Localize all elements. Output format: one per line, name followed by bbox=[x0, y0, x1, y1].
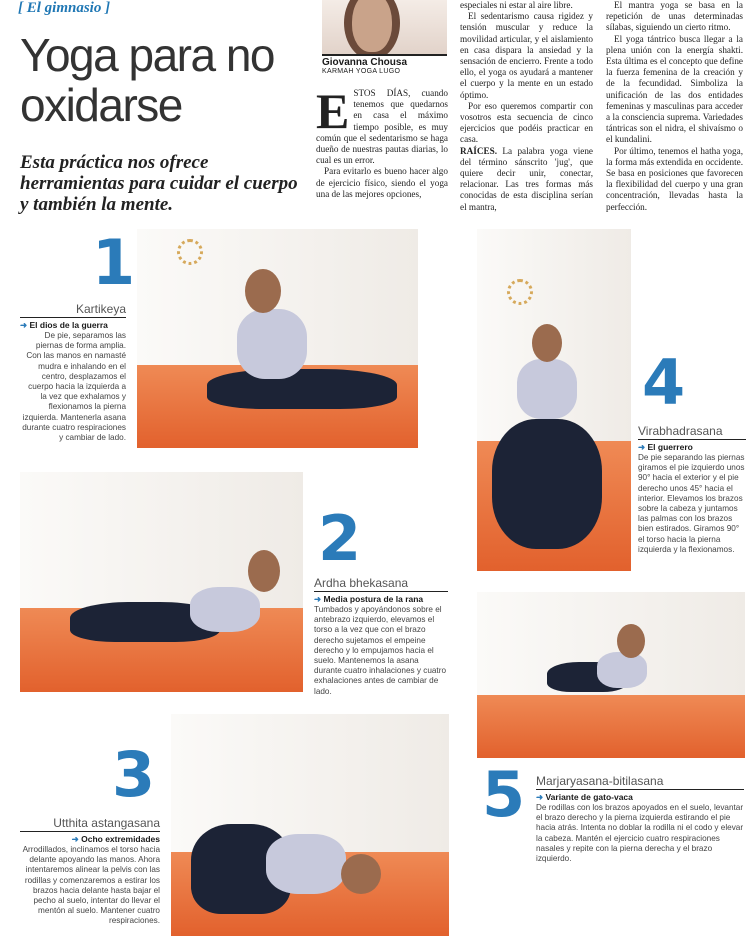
pose-4-text: De pie separando las piernas giramos el pie izquierdo unos 90° hacia el exterior y el pie derecho unos 45° hacia el interior. Elevamos los brazos sobre la cabeza y juntamos las palmas con los brazos bien estirados. Giramos 90° el torso hacia la pierna izquierda y la flexionamos. bbox=[638, 453, 745, 554]
pose-1-subtitle: ➜ El dios de la guerra bbox=[20, 320, 108, 330]
col2-paragraph-3: Por eso queremos compartir con vosotros esta secuencia de cinco ejercicios que podéis practicar en casa. bbox=[460, 100, 593, 145]
subheadline: Esta práctica nos ofrece herramientas para cuidar el cuerpo y también la mente. bbox=[20, 152, 298, 215]
headline: Yoga para no oxidarse bbox=[20, 29, 275, 131]
pose-4-number: 4 bbox=[642, 346, 686, 419]
pose-2-subtitle: ➜ Media postura de la rana bbox=[314, 594, 424, 604]
author-name: Giovanna Chousa bbox=[322, 54, 447, 68]
pose-5-text: De rodillas con los brazos apoyados en el suelo, levantar el brazo derecho y la pierna izquierda estirando el pie hacia atrás. Intenta no doblar la rodilla ni el codo y elevar la cabeza. Mantén el ejercicio cuatro respiraciones nasales y repite con la pierna derecha y el brazo izquierdo. bbox=[536, 803, 744, 864]
pose-5-photo bbox=[477, 592, 745, 758]
article-column-2 bbox=[460, 0, 593, 213]
pose-3-text: Arrodillados, inclinamos el torso hacia delante apoyando las manos. Ahora intentaremos alinear la pelvis con las rodillas y comenzaremos a estirar los brazos hacia delante hasta bajar el pecho al suelo, intentar do llevar el mentón al suelo. Mantener cuatro respiraciones. bbox=[22, 845, 160, 926]
article-column-1 bbox=[316, 83, 448, 200]
col2-paragraph-1: especiales ni estar al aire libre. bbox=[460, 0, 573, 10]
pose-1-number: 1 bbox=[92, 226, 136, 299]
pose-3-name: Utthita astangasana bbox=[20, 816, 160, 832]
pose-5-name: Marjaryasana-bitilasana bbox=[536, 774, 744, 790]
pose-2-name: Ardha bhekasana bbox=[314, 576, 448, 592]
pose-1-caption bbox=[20, 302, 126, 443]
pose-4-name: Virabhadrasana bbox=[638, 424, 746, 440]
pose-4-caption bbox=[638, 424, 746, 555]
pose-1-text: De pie, separamos las piernas de forma amplia. Con las manos en namasté mudra e inhalando en el centro, desplazamos el cuerpo hacia la izquierda a la vez que exhalamos y flexionamos la pierna izquierda. Mantenerla asana durante cuatro respiraciones y cambiar de lado. bbox=[22, 331, 126, 443]
col2-paragraph-4: La palabra yoga viene del término sánscrito 'jug', que quiere decir unir, conectar, relacionar. Las tres formas más conocidas de esta disciplina serían el mantra, bbox=[460, 145, 593, 212]
col3-paragraph-2: El yoga tántrico busca llegar a la plena unión con la energía shakti. Esta última es el concepto que define la fuerza femenina de la creación y de la fecundidad. Simboliza la unificación de las dos entidades femeninas y masculinas para acceder a la consciencia suprema. Variedades tántricas son el nidra, el shivaísmo o el kundalini. bbox=[606, 33, 743, 145]
col1-paragraph-2: Para evitarlo es bueno hacer algo de ejercicio físico, siendo el yoga una de las mejores opciones, bbox=[316, 166, 448, 199]
article-column-3 bbox=[606, 0, 743, 213]
pose-1-photo bbox=[137, 229, 418, 448]
pose-5-number: 5 bbox=[482, 758, 526, 831]
pose-3-photo bbox=[171, 714, 449, 936]
pose-4-photo bbox=[477, 229, 631, 571]
author-role: KARMAH YOGA LUGO bbox=[322, 68, 401, 75]
pose-2-caption bbox=[314, 576, 448, 697]
col3-paragraph-1: El mantra yoga se basa en la repetición de unas determinadas sílabas, siguiendo un cierto ritmo. bbox=[606, 0, 743, 33]
pose-4-subtitle: ➜ El guerrero bbox=[638, 442, 693, 452]
col3-paragraph-3: Por último, tenemos el hatha yoga, la forma más extendida en occidente. Se basa en posiciones que favorecen la flexibilidad del cuerpo y una gran concentración, llevadas hasta la perfección. bbox=[606, 145, 743, 212]
pose-1-name: Kartikeya bbox=[20, 302, 126, 318]
col2-paragraph-2: El sedentarismo causa rigidez y tensión muscular y reduce la movilidad articular, y el aislamiento en casa dispara la ansiedad y la sensación de encierro. Frente a todo ello, el yoga os ayudará a mantener el cuerpo y la mente en un estado óptimo. bbox=[460, 11, 593, 100]
pose-2-number: 2 bbox=[318, 502, 362, 575]
pose-3-caption bbox=[20, 816, 160, 927]
col1-paragraph-1: STOS DÍAS, cuando tenemos que quedarnos en casa el máximo tiempo posible, es muy común que el sedentarismo se haga dueño de nuestras pautas diarias, lo cual es un error. bbox=[316, 88, 448, 166]
section-tag: [ El gimnasio ] bbox=[18, 0, 111, 16]
pose-5-subtitle: ➜ Variante de gato-vaca bbox=[536, 792, 633, 802]
dropcap: E bbox=[316, 83, 350, 139]
pose-5-caption bbox=[536, 774, 744, 864]
author-photo bbox=[322, 0, 447, 54]
pose-3-number: 3 bbox=[112, 738, 156, 811]
pose-3-subtitle: ➜ Ocho extremidades bbox=[71, 834, 160, 844]
col2-lead: RAÍCES. bbox=[460, 145, 498, 156]
pose-2-text: Tumbados y apoyándonos sobre el antebrazo izquierdo, elevamos el torso a la vez que con el brazo derecho sujetamos el empeine derecho y lo empujamos hacia el suelo. Mantenemos la asana durante cuatro inhalaciones y cuatro exhalaciones antes de cambiar de lado. bbox=[314, 605, 446, 696]
pose-2-photo bbox=[20, 472, 303, 692]
